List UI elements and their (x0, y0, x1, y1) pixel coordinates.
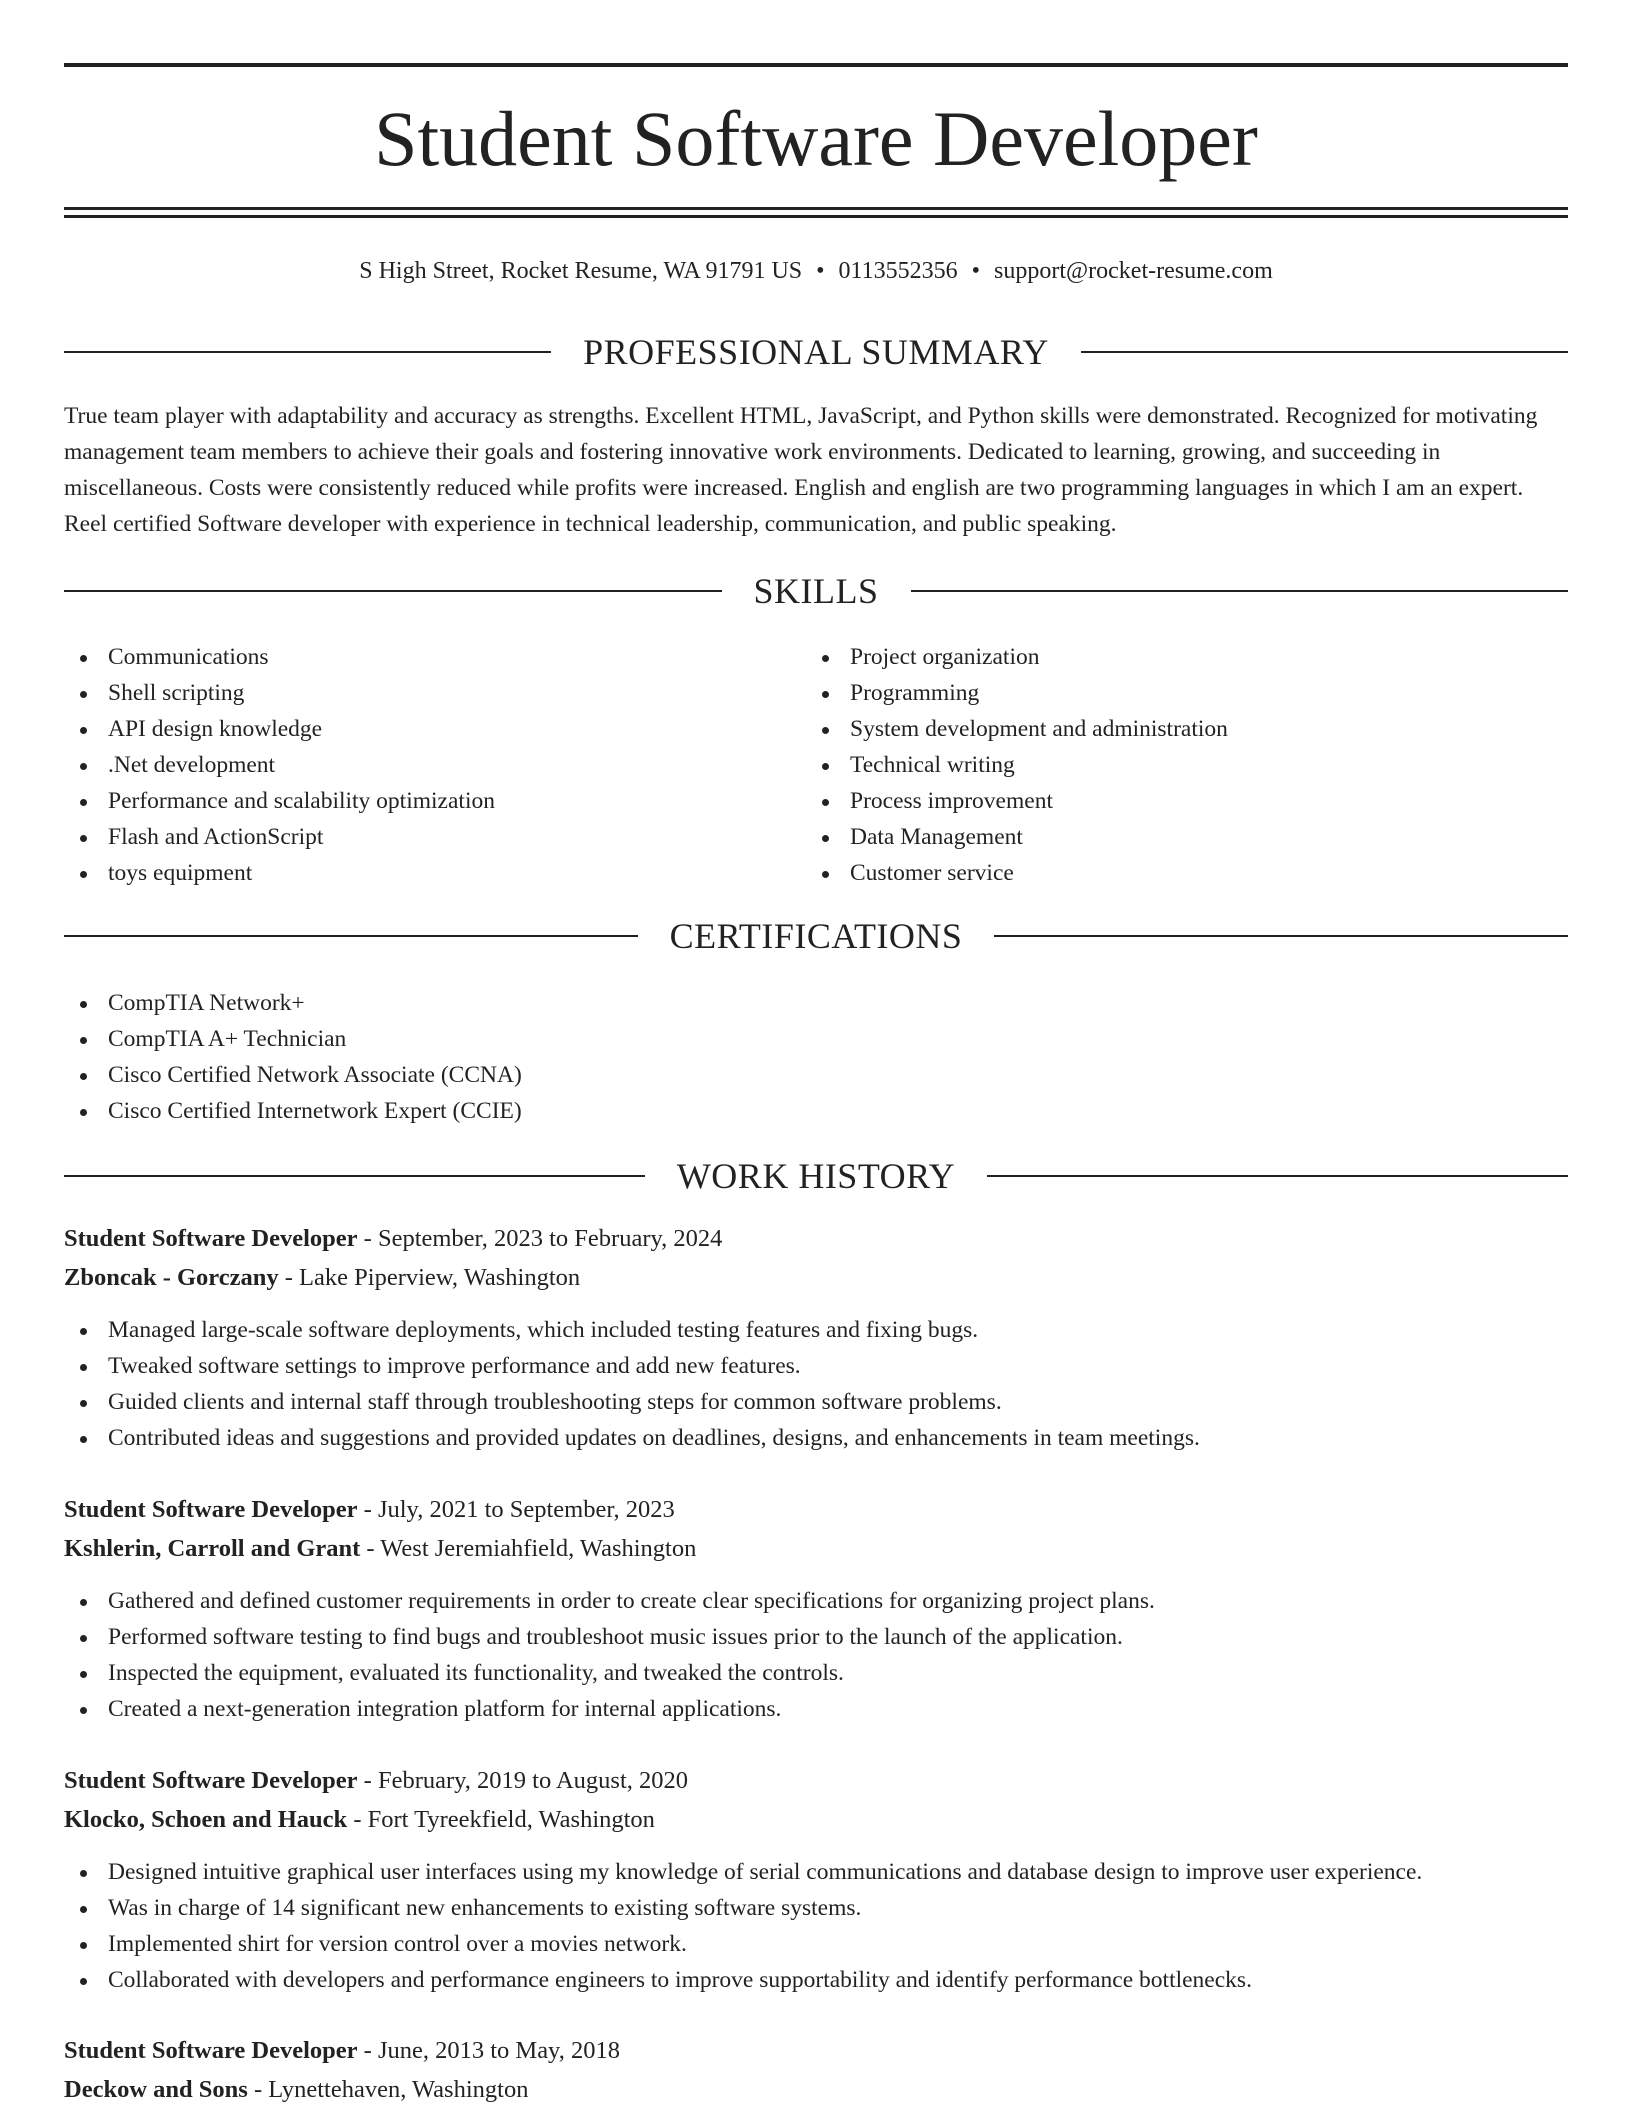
contact-phone: 0113552356 (838, 258, 958, 284)
certifications-heading (64, 914, 1568, 958)
skill-item: Performance and scalability optimization (64, 783, 804, 819)
job-company-line (64, 2071, 1568, 2109)
job-location: West Jeremiahfield, Washington (380, 1535, 697, 1562)
job-entry (64, 1220, 1568, 1456)
job-title: Student Software Developer (64, 2037, 358, 2064)
job-duty-item: Collaborated with developers and performance engineers to improve supportability and identify performance bottlenecks. (64, 1962, 1568, 1998)
job-location: Lynettehaven, Washington (268, 2076, 529, 2103)
skill-item: Technical writing (806, 747, 1546, 783)
skill-item: Process improvement (806, 783, 1546, 819)
job-duty-item: Was in charge of 14 significant new enhancements to existing software systems. (64, 1890, 1568, 1926)
job-duties-list (64, 1312, 1568, 1456)
dash: - (347, 1806, 368, 1833)
skill-item: .Net development (64, 747, 804, 783)
skill-item: toys equipment (64, 855, 804, 891)
work-history-heading (64, 1154, 1568, 1198)
certification-item: CompTIA Network+ (64, 985, 1064, 1021)
skill-item: Communications (64, 639, 804, 675)
section-title: WORK HISTORY (676, 1156, 956, 1196)
dash: - (247, 2076, 269, 2103)
skill-item: API design knowledge (64, 711, 804, 747)
section-title: SKILLS (753, 571, 879, 611)
contact-email: support@rocket-resume.com (994, 258, 1273, 284)
dash: - (357, 1767, 378, 1794)
job-company: Klocko, Schoen and Hauck (64, 1806, 348, 1833)
certification-item: Cisco Certified Network Associate (CCNA) (64, 1057, 1064, 1093)
skill-item: Shell scripting (64, 675, 804, 711)
dash: - (278, 1264, 300, 1291)
job-company-line (64, 1259, 1568, 1297)
job-title-line (64, 2032, 1568, 2070)
job-duty-item: Inspected the equipment, evaluated its functionality, and tweaked the controls. (64, 1655, 1568, 1691)
job-duty-item: Guided clients and internal staff through troubleshooting steps for common software problems. (64, 1384, 1568, 1420)
job-title: Student Software Developer (64, 1225, 358, 1252)
job-duty-item: Managed large-scale software deployments, which included testing features and fixing bugs. (64, 1312, 1568, 1348)
job-dates: February, 2019 to August, 2020 (377, 1767, 689, 1794)
contact-line (64, 253, 1568, 289)
job-title-line (64, 1491, 1568, 1529)
heading-rule (1081, 351, 1568, 353)
dash: - (357, 1496, 378, 1523)
job-title: Student Software Developer (64, 1496, 358, 1523)
dash: - (360, 1535, 381, 1562)
job-title-line (64, 1220, 1568, 1258)
skill-item: Data Management (806, 819, 1546, 855)
skill-item: System development and administration (806, 711, 1546, 747)
skills-heading (64, 569, 1568, 613)
job-duty-item: Gathered and defined customer requirements in order to create clear specifications for organizing project plans. (64, 1583, 1568, 1619)
certifications-list (64, 985, 1064, 1129)
skill-item: Programming (806, 675, 1546, 711)
heading-rule (64, 1175, 645, 1177)
summary-text: True team player with adaptability and accuracy as strengths. Excellent HTML, JavaScript, and Python skills were demonstrated. Recognized for motivating management team members to achieve their goals and fostering innovative work environments. Dedicated to learning, growing, and succeeding in miscellaneous. Costs were consistently reduced while profits were increased. English and english are two programming languages in which I am an expert. Reel certified Software developer with experience in technical leadership, communication, and public speaking. (64, 403, 1538, 537)
contact-separator: • (816, 258, 825, 284)
contact-address: S High Street, Rocket Resume, WA 91791 US (359, 258, 803, 284)
certification-item: Cisco Certified Internetwork Expert (CCIE) (64, 1093, 1064, 1129)
section-title: CERTIFICATIONS (669, 916, 963, 956)
skills-list-left (64, 639, 804, 891)
job-company-line (64, 1530, 1568, 1568)
resume-title: Student Software Developer (374, 95, 1258, 182)
job-duty-item: Tweaked software settings to improve performance and add new features. (64, 1348, 1568, 1384)
dash: - (357, 2037, 378, 2064)
skill-item: Flash and ActionScript (64, 819, 804, 855)
skill-item: Project organization (806, 639, 1546, 675)
job-dates: June, 2013 to May, 2018 (377, 2037, 620, 2064)
summary-heading (64, 330, 1568, 374)
job-duty-item: Created a next-generation integration platform for internal applications. (64, 1691, 1568, 1727)
title-top-rule (64, 63, 1568, 67)
job-entry (64, 2032, 1568, 2109)
job-location: Fort Tyreekfield, Washington (367, 1806, 655, 1833)
title-bottom-rule (64, 207, 1568, 210)
heading-rule (994, 935, 1568, 937)
job-entry (64, 1491, 1568, 1727)
job-duties-list (64, 1583, 1568, 1727)
skills-list-right (806, 639, 1546, 891)
job-duty-item: Contributed ideas and suggestions and provided updates on deadlines, designs, and enhancements in team meetings. (64, 1420, 1568, 1456)
job-company: Zboncak - Gorczany (64, 1264, 279, 1291)
job-entry (64, 1762, 1568, 1998)
job-title: Student Software Developer (64, 1767, 358, 1794)
contact-separator: • (971, 258, 981, 284)
dash: - (357, 1225, 378, 1252)
heading-rule (64, 935, 638, 937)
job-company-line (64, 1801, 1568, 1839)
title-bottom-rule-2 (64, 215, 1568, 218)
job-duty-item: Performed software testing to find bugs and troubleshoot music issues prior to the launch of the application. (64, 1619, 1568, 1655)
job-duty-item: Designed intuitive graphical user interfaces using my knowledge of serial communications and database design to improve user experience. (64, 1854, 1568, 1890)
job-duties-list (64, 1854, 1568, 1998)
job-location: Lake Piperview, Washington (299, 1264, 581, 1291)
heading-rule (911, 590, 1569, 592)
heading-rule (987, 1175, 1568, 1177)
job-dates: September, 2023 to February, 2024 (377, 1225, 723, 1252)
section-title: PROFESSIONAL SUMMARY (583, 332, 1049, 372)
job-title-line (64, 1762, 1568, 1800)
heading-rule (64, 351, 551, 353)
job-company: Kshlerin, Carroll and Grant (64, 1535, 361, 1562)
job-duty-item: Implemented shirt for version control over a movies network. (64, 1926, 1568, 1962)
certification-item: CompTIA A+ Technician (64, 1021, 1064, 1057)
job-dates: July, 2021 to September, 2023 (377, 1496, 675, 1523)
heading-rule (64, 590, 722, 592)
skill-item: Customer service (806, 855, 1546, 891)
job-company: Deckow and Sons (64, 2076, 248, 2103)
